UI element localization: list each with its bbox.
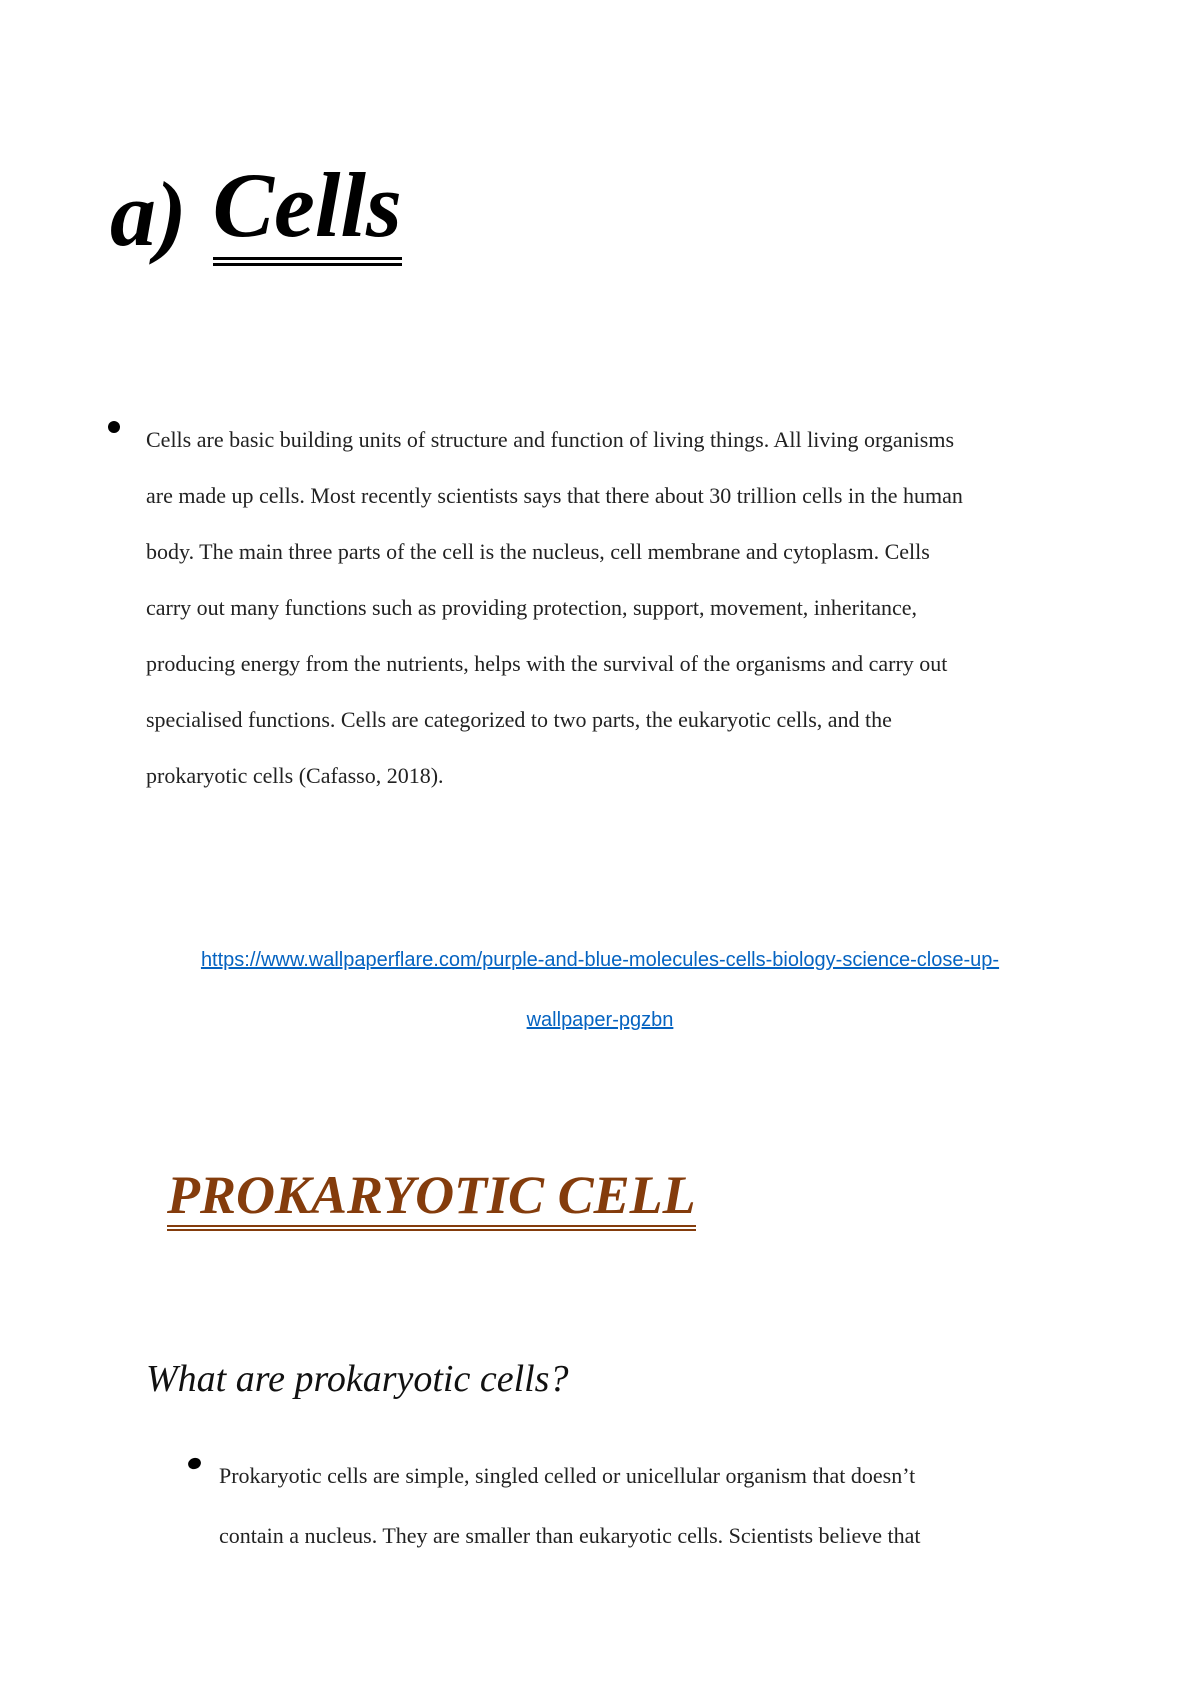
bullet-icon [187,1456,203,1471]
paragraph-line: are made up cells. Most recently scientists says that there about 30 trillion cells in the human [146,483,963,508]
paragraph-line: carry out many functions such as providing protection, support, movement, inheritance, [146,595,918,620]
paragraph-line: body. The main three parts of the cell is the nucleus, cell membrane and cytoplasm. Cells [146,539,930,564]
source-link-line-1[interactable]: https://www.wallpaperflare.com/purple-and-blue-molecules-cells-biology-science-close-up- [200,949,1000,971]
main-heading [110,150,402,265]
paragraph-line: producing energy from the nutrients, helps with the survival of the organisms and carry out [146,651,948,676]
source-link[interactable] [0,930,1200,1050]
paragraph-line: prokaryotic cells (Cafasso, 2018). [146,763,444,788]
paragraph-line: Cells are basic building units of structure and function of living things. All living organisms [146,427,955,452]
prokaryotic-subheading: What are prokaryotic cells? [146,1358,569,1400]
prokaryotic-paragraph [219,1446,1099,1566]
heading-prefix: a) [110,163,187,265]
cells-paragraph [146,412,1076,804]
bullet-icon [108,421,120,433]
source-link-line-2[interactable]: wallpaper-pgzbn [526,1009,674,1031]
paragraph-line: specialised functions. Cells are categorized to two parts, the eukaryotic cells, and the [146,707,892,732]
paragraph-line: Prokaryotic cells are simple, singled celled or unicellular organism that doesn’t [219,1463,916,1488]
paragraph-line: contain a nucleus. They are smaller than eukaryotic cells. Scientists believe that [219,1523,921,1548]
prokaryotic-heading-text: PROKARYOTIC CELL [167,1165,696,1225]
prokaryotic-heading [167,1165,696,1227]
heading-title: Cells [213,159,402,260]
